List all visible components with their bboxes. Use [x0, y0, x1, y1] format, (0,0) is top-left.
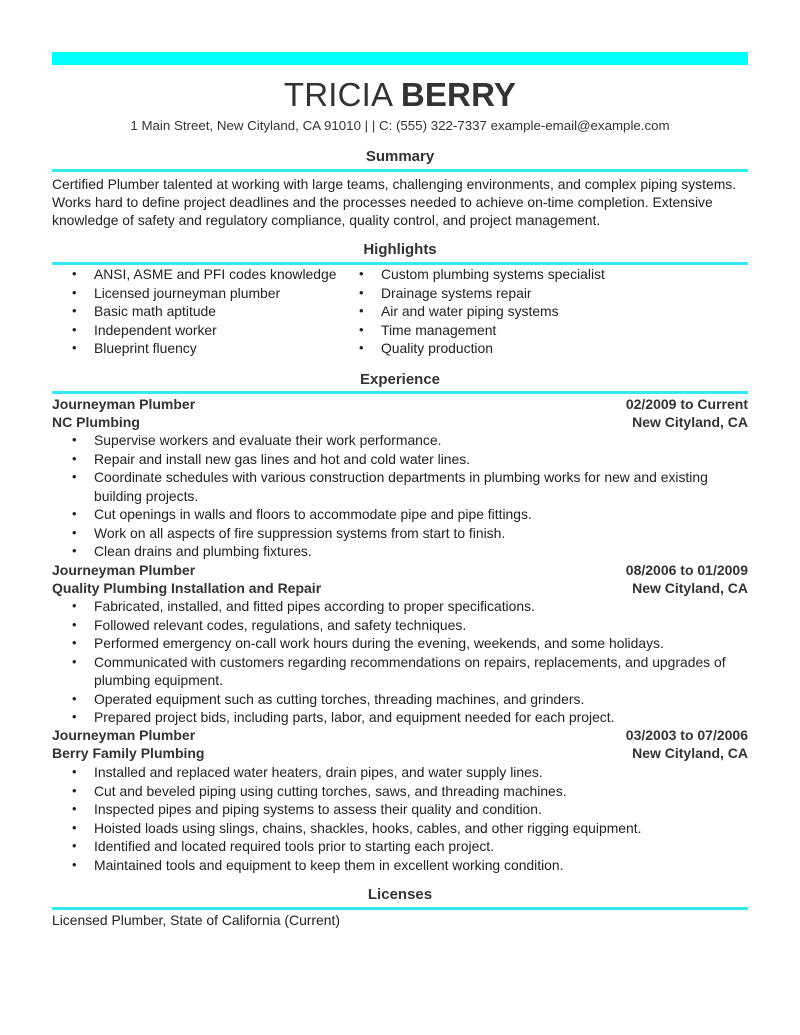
highlight-item: • Time management — [339, 321, 699, 340]
contact-info: 1 Main Street, New Cityland, CA 91010 | | C: (555) 322-7337 example-email@example.com — [130, 118, 670, 133]
job-bullet: • Communicated with customers regarding recommendations on repairs, replacements, and upgrades of plumbing equipment. — [52, 653, 744, 690]
first-name: TRICIA — [283, 76, 392, 113]
highlights-heading: Highlights — [363, 241, 437, 258]
summary-text — [52, 175, 752, 230]
job-location: New Cityland, CA — [632, 414, 748, 430]
job-title: Journeyman Plumber — [52, 562, 196, 578]
highlight-item: • Air and water piping systems — [339, 302, 699, 321]
job-company: Berry Family Plumbing — [52, 745, 205, 761]
highlight-item: • ANSI, ASME and PFI codes knowledge — [52, 265, 352, 284]
license-item: Licensed Plumber, State of California (Current) — [52, 912, 340, 928]
summary-line: Works hard to define project deadlines and the processes needed to achieve on-time completion. Extensive — [52, 194, 713, 211]
highlight-item: • Licensed journeyman plumber — [52, 284, 352, 303]
job-location: New Cityland, CA — [632, 745, 748, 761]
highlight-item: • Custom plumbing systems specialist — [339, 265, 699, 284]
job-dates: 03/2003 to 07/2006 — [625, 727, 748, 743]
job-bullet: • Prepared project bids, including parts, labor, and equipment needed for each project. — [52, 708, 748, 727]
highlight-item: • Quality production — [339, 339, 699, 358]
experience-heading: Experience — [359, 371, 441, 388]
job-bullet: • Identified and located required tools prior to starting each project. — [52, 837, 748, 856]
highlight-item: • Basic math aptitude — [52, 302, 352, 321]
job-bullet: • Installed and replaced water heaters, drain pipes, and water supply lines. — [52, 763, 748, 782]
job-dates: 08/2006 to 01/2009 — [625, 562, 748, 578]
job-bullet: • Repair and install new gas lines and hot and cold water lines. — [52, 450, 748, 469]
job-bullet: • Hoisted loads using slings, chains, shackles, hooks, cables, and other rigging equipment. — [52, 819, 748, 838]
job-bullet: • Clean drains and plumbing fixtures. — [52, 542, 748, 561]
job-bullet: • Inspected pipes and piping systems to assess their quality and condition. — [52, 800, 748, 819]
job-bullet: • Cut and beveled piping using cutting torches, saws, and threading machines. — [52, 782, 748, 801]
candidate-name — [52, 76, 748, 114]
summary-line: Certified Plumber talented at working with large teams, challenging environments, and complex piping systems. — [52, 176, 737, 192]
job-title: Journeyman Plumber — [52, 727, 196, 743]
job-bullet: • Cut openings in walls and floors to accommodate pipe and pipe fittings. — [52, 505, 748, 524]
licenses-rule — [52, 907, 748, 910]
highlight-item: • Drainage systems repair — [339, 284, 699, 303]
header-accent-bar — [52, 52, 748, 65]
job-bullet: • Fabricated, installed, and fitted pipes according to proper specifications. — [52, 597, 748, 616]
last-name: BERRY — [400, 76, 517, 113]
job-dates: 02/2009 to Current — [625, 396, 748, 412]
job-company: Quality Plumbing Installation and Repair — [52, 580, 322, 596]
job-bullet: • Maintained tools and equipment to keep them in excellent working condition. — [52, 856, 748, 875]
job-bullet: • Supervise workers and evaluate their work performance. — [52, 431, 748, 450]
job-bullet: • Work on all aspects of fire suppression systems from start to finish. — [52, 524, 748, 543]
job-bullets — [52, 597, 748, 727]
job-bullet: • Followed relevant codes, regulations, and safety techniques. — [52, 616, 748, 635]
job-bullet: • Operated equipment such as cutting torches, threading machines, and grinders. — [52, 690, 748, 709]
job-bullets — [52, 431, 748, 561]
summary-line: knowledge of safety and regulatory compliance, quality control, and project management. — [52, 212, 601, 229]
job-bullet: • Performed emergency on-call work hours during the evening, weekends, and some holidays. — [52, 634, 748, 653]
licenses-heading: Licenses — [367, 886, 433, 903]
highlight-item: • Independent worker — [52, 321, 352, 340]
highlights-left-list — [52, 265, 352, 358]
experience-rule — [52, 391, 748, 394]
highlight-item: • Blueprint fluency — [52, 339, 352, 358]
job-bullet: • Coordinate schedules with various construction departments in plumbing works for new and existing building projects. — [52, 468, 744, 505]
job-location: New Cityland, CA — [632, 580, 748, 596]
job-title: Journeyman Plumber — [52, 396, 196, 412]
highlights-right-list — [339, 265, 699, 358]
summary-heading: Summary — [365, 148, 435, 165]
job-bullets — [52, 763, 748, 874]
summary-rule — [52, 169, 748, 172]
job-company: NC Plumbing — [52, 414, 140, 430]
